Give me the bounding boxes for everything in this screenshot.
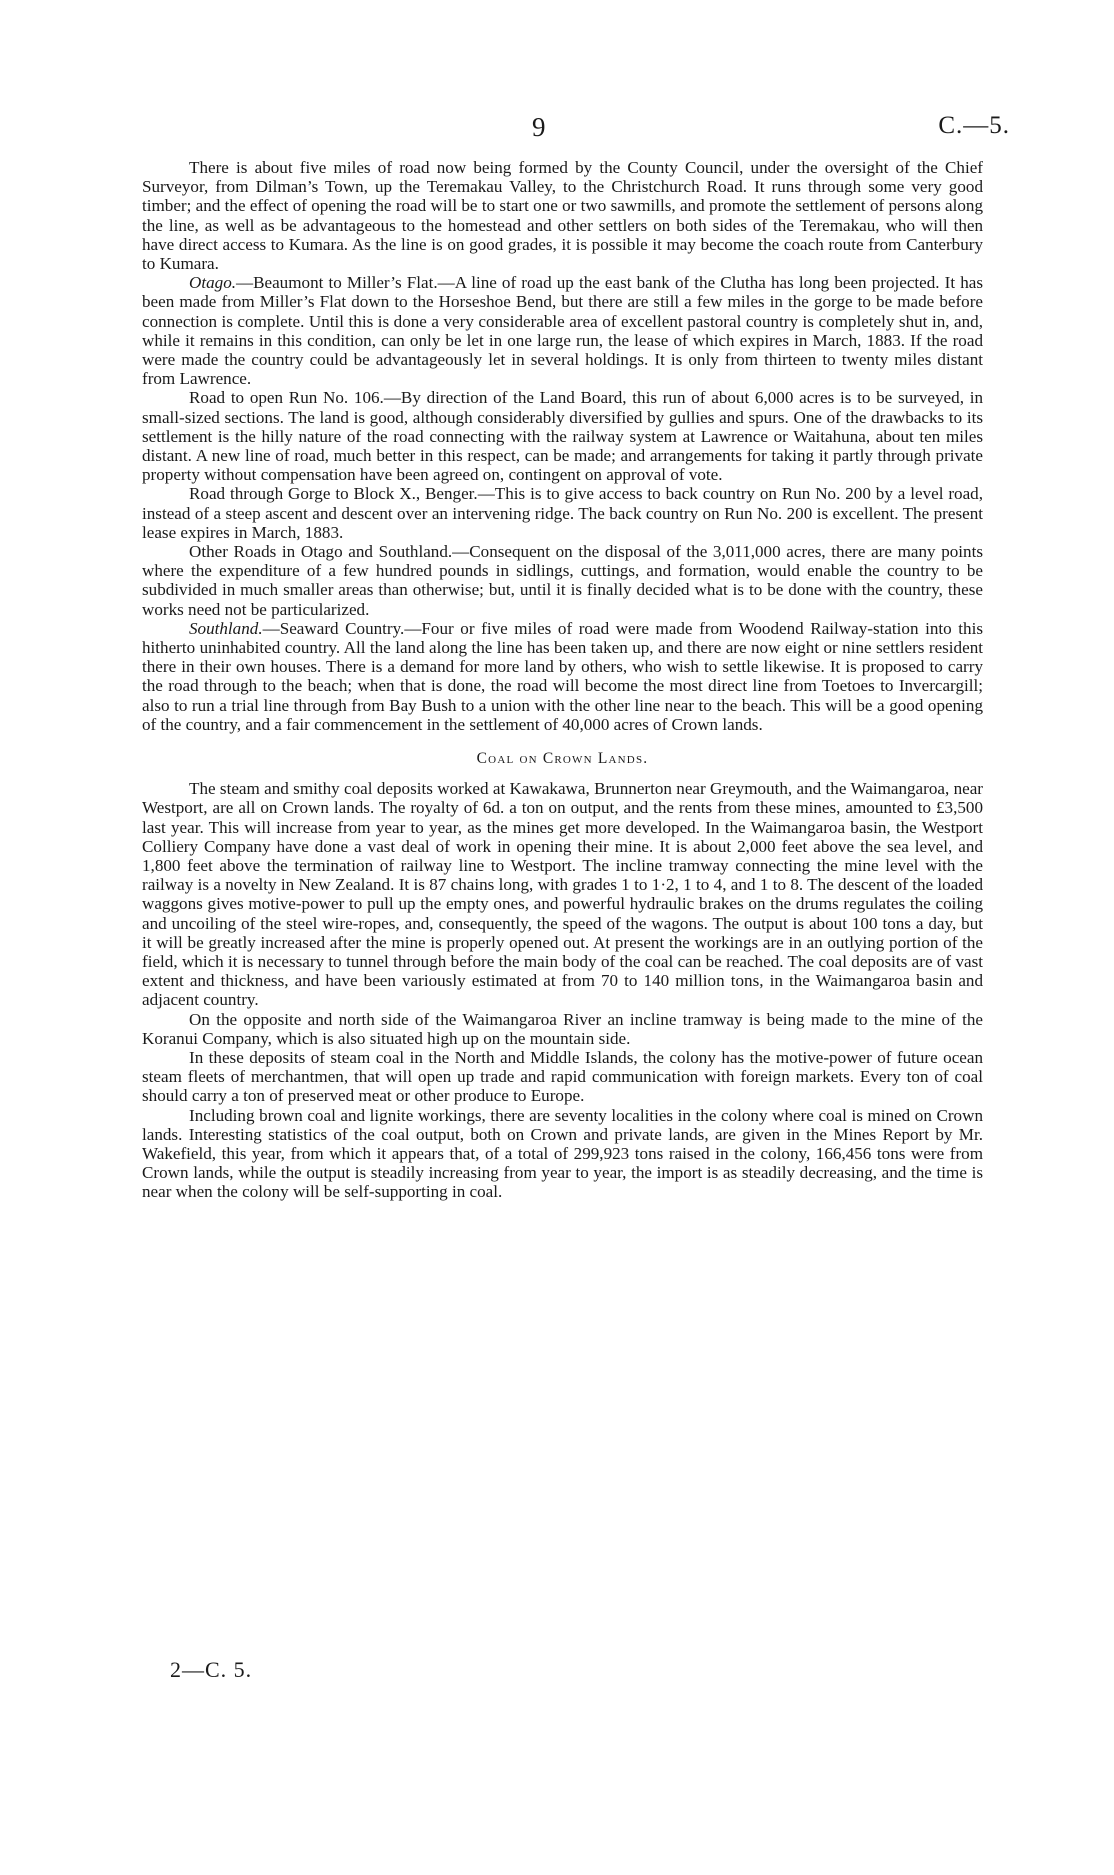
paragraph-steam-coal-fleets bbox=[142, 1048, 983, 1106]
paragraph-text: Other Roads in Otago and Southland.—Consequent on the disposal of the 3,011,000 acres, there are many points where the expenditure of a few hundred pounds in sidlings, cuttings, and formation, would enable the country to be subdivided in much smaller areas than otherwise; but, until it is finally decided what is to be done with the country, these works need not be particularized. bbox=[142, 542, 983, 619]
paragraph-text: —Seaward Country.—Four or five miles of road were made from Woodend Railway-station into this hitherto uninhabited country. All the land along the line has been taken up, and there are now eight or nine settlers resident there in their own houses. There is a demand for more land by others, who wish to settle likewise. It is proposed to carry the road through to the beach; when that is done, the road will become the most direct line from Toetoes to Invercargill; also to run a trial line through from Bay Bush to a union with the other line near to the beach. This will be a good opening of the country, and a fair commencement in the settlement of 40,000 acres of Crown lands. bbox=[142, 618, 983, 734]
page-header bbox=[0, 112, 1114, 152]
body-text bbox=[142, 158, 983, 1202]
document-reference: C.—5. bbox=[938, 112, 1010, 139]
page-number: 9 bbox=[532, 112, 546, 142]
paragraph-teremakau-road bbox=[142, 158, 983, 273]
paragraph-koranui-tramway bbox=[142, 1010, 983, 1048]
paragraph-other-roads bbox=[142, 542, 983, 619]
section-heading-coal: Coal on Crown Lands. bbox=[476, 750, 649, 768]
region-heading-southland: Southland. bbox=[189, 618, 263, 638]
paragraph-text: Road through Gorge to Block X., Benger.—This is to give access to back country on Run No. 200 by a level road, instead of a steep ascent and descent over an intervening ridge. The back country on Run No. 200 is excellent. The present lease expires in March, 1883. bbox=[142, 484, 983, 542]
paragraph-text: On the opposite and north side of the Waimangaroa River an incline tramway is being made to the mine of the Koranui Company, which is also situated high up on the mountain side. bbox=[142, 1009, 983, 1048]
paragraph-coal-statistics bbox=[142, 1106, 983, 1202]
paragraph-text: Including brown coal and lignite workings, there are seventy localities in the colony where coal is mined on Crown lands. Interesting statistics of the coal output, both on Crown and private lands, are given in the Mines Report by Mr. Wakefield, this year, from which it appears that, of a total of 299,923 tons raised in the colony, 166,456 tons were from Crown lands, while the output is steadily increasing from year to year, the import is as steadily decreasing, and the time is near when the colony will be self-supporting in coal. bbox=[142, 1105, 983, 1202]
paragraph-coal-deposits bbox=[142, 779, 983, 1009]
paragraph-benger-gorge bbox=[142, 484, 983, 542]
paragraph-text: In these deposits of steam coal in the North and Middle Islands, the colony has the motive-power of future ocean steam fleets of merchantmen, that will open up trade and rapid communication with foreign markets. Every ton of coal should carry a ton of preserved meat or other produce to Europe. bbox=[142, 1047, 983, 1106]
paragraph-text: The steam and smithy coal deposits worked at Kawakawa, Brunnerton near Greymouth, and the Waimangaroa, near Westport, are all on Crown lands. The royalty of 6d. a ton on output, and the rents from these mines, amounted to £3,500 last year. This will increase from year to year, as the mines get more developed. In the Waimangaroa basin, the Westport Colliery Company have done a vast deal of work in opening their mine. It is about 2,000 feet above the sea level, and 1,800 feet above the termination of railway line to Westport. The incline tramway connecting the mine level with the railway is a novelty in New Zealand. It is 87 chains long, with grades 1 to 1·2, 1 to 4, and 1 to 8. The descent of the loaded waggons gives motive-power to pull up the empty ones, and powerful hydraulic brakes on the drums regulates the coiling and uncoiling of the steel wire-ropes, and, consequently, the speed of the wagons. The output is about 100 tons a day, but it will be greatly increased after the mine is properly opened out. At present the workings are in an outlying portion of the field, which it is necessary to tunnel through before the main body of the coal can be reached. The coal deposits are of vast extent and thickness, and have been variously estimated at from 70 to 140 million tons, in the Waimangaroa basin and adjacent country. bbox=[142, 779, 983, 1010]
region-heading-otago: Otago. bbox=[189, 273, 237, 293]
paragraph-text: Road to open Run No. 106.—By direction of the Land Board, this run of about 6,000 acres is to be surveyed, in small-sized sections. The land is good, although considerably diversified by gullies and spurs. One of the drawbacks to its settlement is the hilly nature of the road connecting with the railway system at Lawrence or Waitahuna, about ten miles distant. A new line of road, much better in this respect, can be made; and arrangements for taking it partly through private property without compensation have been agreed on, contingent on approval of vote. bbox=[142, 388, 983, 485]
paragraph-text: There is about five miles of road now being formed by the County Council, under the oversight of the Chief Surveyor, from Dilman’s Town, up the Teremakau Valley, to the Christchurch Road. It runs through some very good timber; and the effect of opening the road will be to start one or two sawmills, and promote the settlement of persons along the line, as well as be advantageous to the homestead and other settlers on both sides of the Teremakau, who will then have direct access to Kumara. As the line is on good grades, it is possible it may become the coach route from Canterbury to Kumara. bbox=[142, 158, 983, 274]
paragraph-southland-seaward bbox=[142, 619, 983, 734]
paragraph-run-106 bbox=[142, 388, 983, 484]
page-signature-mark: 2—C. 5. bbox=[170, 1657, 253, 1682]
paragraph-otago-beaumont bbox=[142, 273, 983, 388]
paragraph-text: —Beaumont to Miller’s Flat.—A line of road up the east bank of the Clutha has long been projected. It has been made from Miller’s Flat down to the Horseshoe Bend, but there are still a few miles in the gorge to be made before connection is complete. Until this is done a very considerable area of excellent pastoral country is completely shut in, and, while it remains in this condition, can only be let in one large run, the lease of which expires in March, 1883. If the road were made the country could be advantageously let in several holdings. It is only from thirteen to twenty miles distant from Lawrence. bbox=[142, 273, 983, 389]
